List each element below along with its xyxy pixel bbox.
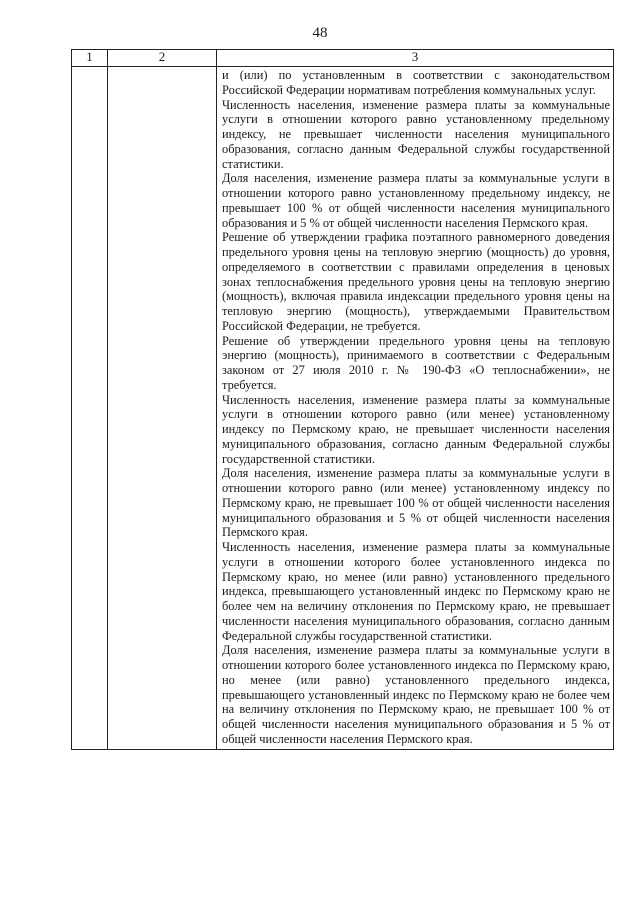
table-header-row: [72, 50, 614, 67]
page-number: 48: [312, 25, 328, 41]
paragraph: Доля населения, изменение размера платы за коммунальные услуги в отношении которого более установленного индекса по Пермскому краю, но менее (или равно) установленного предельного индекса, превышающего установленный индекс по Пермскому краю не более чем на величину отклонения по Пермскому краю, не превышает 100 % от общей численности населения муниципального образования и 5 % от общей численности населения Пермского края.: [222, 643, 610, 746]
column-header-3: 3: [217, 50, 614, 67]
table-row: [72, 67, 614, 750]
document-table: [71, 49, 614, 750]
paragraph: Численность населения, изменение размера платы за коммунальные услуги в отношении которого более установленного индекса по Пермскому краю, но менее (или равно) установленного предельного индекса, превышающего установленный индекс по Пермскому краю не более чем на величину отклонения по Пермскому краю, не превышает численности населения муниципального образования, согласно данным Федеральной службы государственной статистики.: [222, 540, 610, 643]
paragraph: Численность населения, изменение размера платы за коммунальные услуги в отношении которого равно (или менее) установленному индексу по Пермскому краю, не превышает численности населения муниципального образования, согласно данным Федеральной службы государственной статистики.: [222, 392, 610, 466]
cell-column-2: [108, 67, 217, 750]
column-header-2: 2: [108, 50, 217, 67]
cell-column-1: [72, 67, 108, 750]
cell-column-3: [217, 67, 614, 750]
column-header-1: 1: [72, 50, 108, 67]
paragraph: Решение об утверждении графика поэтапного равномерного доведения предельного уровня цены на тепловую энергию (мощность) до уровня, определяемого в соответствии с правилами определения в ценовых зонах теплоснабжения предельного уровня цены на тепловую энергию (мощность), включая правила индексации предельного уровня цены на тепловую энергию (мощность), утверждаемыми Правительством Российской Федерации, не требуется.: [222, 230, 610, 333]
paragraph: Доля населения, изменение размера платы за коммунальные услуги в отношении которого равно (или менее) установленному индексу по Пермскому краю, не превышает 100 % от общей численности населения муниципального образования и 5 % от общей численности населения Пермского края.: [222, 466, 610, 540]
paragraph: Численность населения, изменение размера платы за коммунальные услуги в отношении которого равно установленному предельному индексу, не превышает численности населения муниципального образования, согласно данным Федеральной службы государственной статистики.: [222, 97, 610, 171]
paragraph: Решение об утверждении предельного уровня цены на тепловую энергию (мощность), принимаемого в соответствии с Федеральным законом от 27 июля 2010 г. № 190-ФЗ «О теплоснабжении», не требуется.: [222, 333, 610, 392]
paragraph: Доля населения, изменение размера платы за коммунальные услуги в отношении которого равно установленному предельному индексу, не превышает 100 % от общей численности населения муниципального образования и 5 % от общей численности населения Пермского края.: [222, 171, 610, 230]
paragraph: и (или) по установленным в соответствии с законодательством Российской Федерации нормативам потребления коммунальных услуг.: [222, 68, 610, 97]
